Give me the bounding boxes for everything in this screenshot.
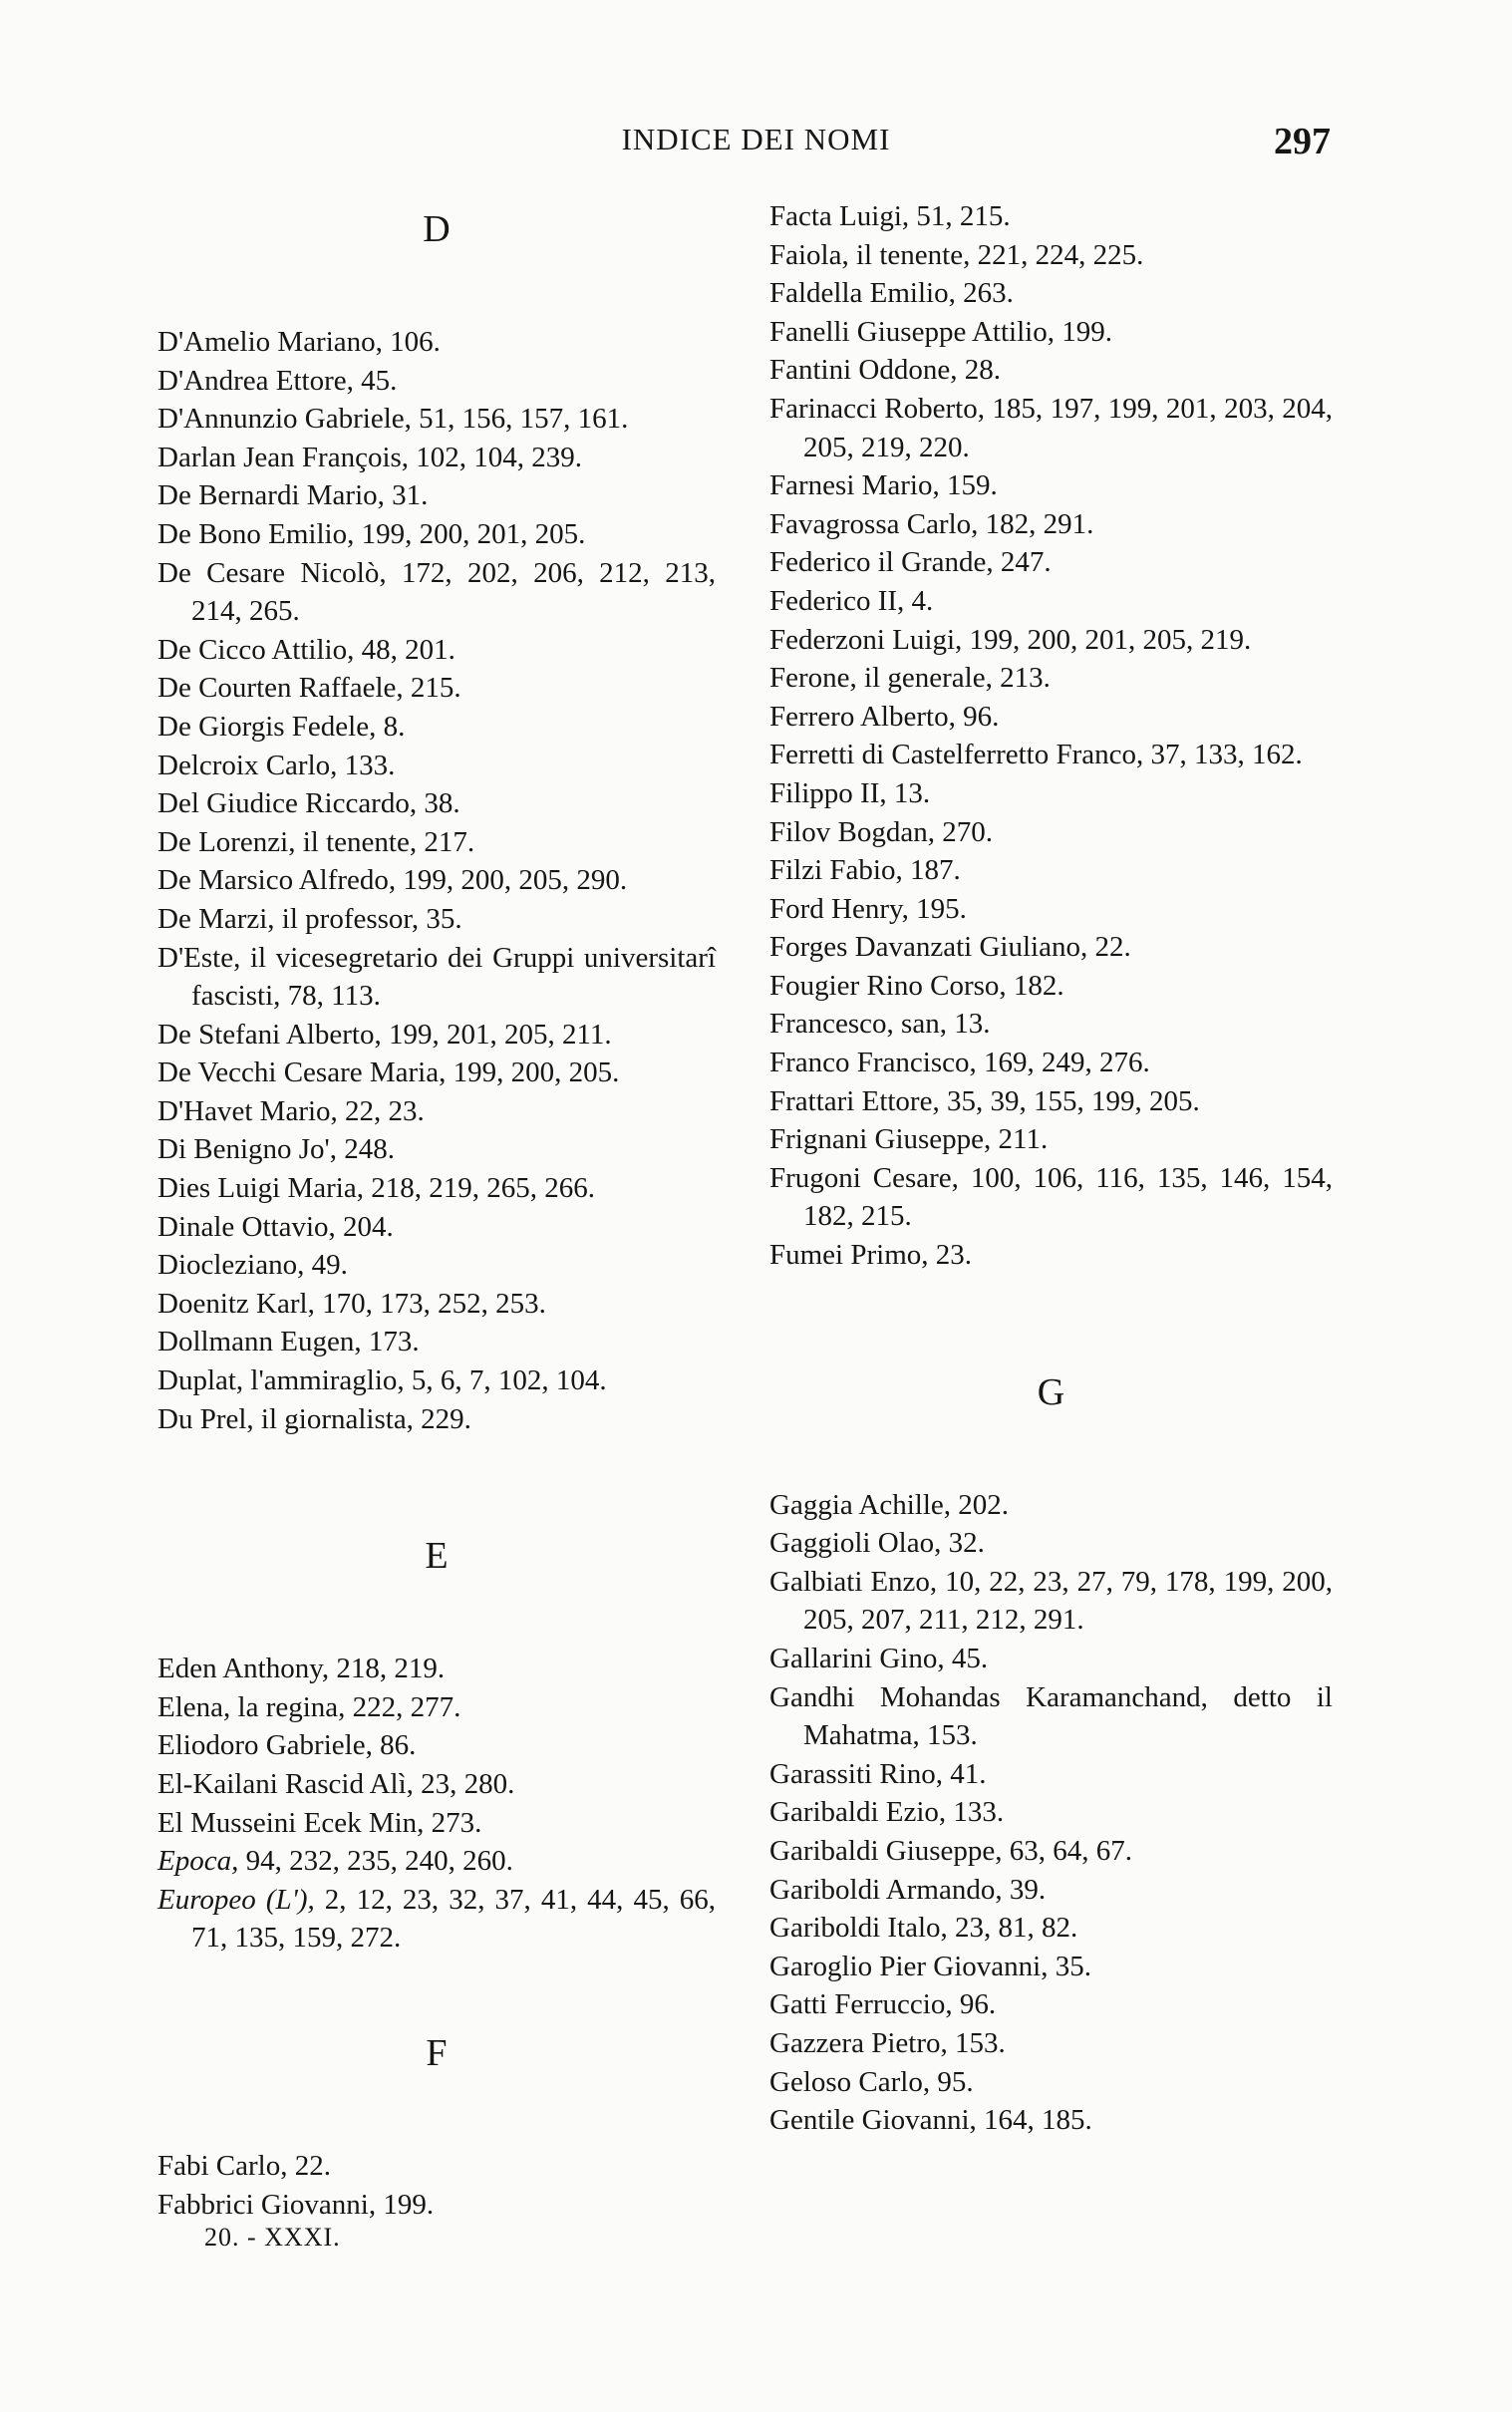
index-entry: Galbiati Enzo, 10, 22, 23, 27, 79, 178, 199, 200, 205, 207, 211, 212, 291. xyxy=(769,1565,1333,1637)
letter-heading-d: D xyxy=(423,208,451,250)
page-references: 2, 12, 23, 32, 37, 41, 44, 45, 66, 71, 135, 159, 272. xyxy=(191,1883,716,1955)
index-entry: Gentile Giovanni, 164, 185. xyxy=(769,2104,1092,2137)
index-entry: Gariboldi Armando, 39. xyxy=(769,1873,1047,1906)
index-entry: Garoglio Pier Giovanni, 35. xyxy=(769,1950,1091,1982)
letter-heading-f: F xyxy=(426,2031,448,2074)
right-column xyxy=(769,197,1333,2140)
index-entry: Gatti Ferruccio, 96. xyxy=(769,1988,997,2021)
index-entry: Gariboldi Italo, 23, 81, 82. xyxy=(769,1912,1078,1945)
index-entry: Ferrero Alberto, 96. xyxy=(769,700,1000,733)
index-entry: Faldella Emilio, 263. xyxy=(769,277,1014,310)
index-entry: De Giorgis Fedele, 8. xyxy=(157,710,406,743)
index-entry: De Courten Raffaele, 215. xyxy=(157,672,461,705)
index-entry: Frattari Ettore, 35, 39, 155, 199, 205. xyxy=(769,1084,1200,1117)
index-entry: Fantini Oddone, 28. xyxy=(769,354,1001,387)
index-entry: El-Kailani Rascid Alì, 23, 280. xyxy=(157,1768,515,1800)
left-column xyxy=(157,197,716,2224)
index-entry: Garibaldi Giuseppe, 63, 64, 67. xyxy=(769,1834,1133,1867)
index-entry: Elena, la regina, 222, 277. xyxy=(157,1690,461,1723)
page-number: 297 xyxy=(1274,121,1331,162)
index-entry: Franco Francisco, 169, 249, 276. xyxy=(769,1047,1150,1079)
index-entry: Ferretti di Castelferretto Franco, 37, 133, 162. xyxy=(769,739,1303,771)
printer-signature-mark: 20. - XXXI. xyxy=(204,2223,341,2252)
index-entry: De Lorenzi, il tenente, 217. xyxy=(157,825,475,858)
index-entry: El Musseini Ecek Min, 273. xyxy=(157,1806,482,1839)
index-entry: Filzi Fabio, 187. xyxy=(769,854,961,887)
index-entry: Frignani Giuseppe, 211. xyxy=(769,1123,1049,1156)
index-entry: Filov Bogdan, 270. xyxy=(769,815,993,848)
index-entry: Garassiti Rino, 41. xyxy=(769,1757,987,1790)
index-entry: D'Andrea Ettore, 45. xyxy=(157,364,398,397)
index-entry xyxy=(157,1881,716,1958)
index-entry: Gaggioli Olao, 32. xyxy=(769,1527,985,1560)
index-section-g xyxy=(769,1486,1333,2140)
index-entry: Ferone, il generale, 213. xyxy=(769,662,1051,695)
index-entry: Garibaldi Ezio, 133. xyxy=(769,1796,1005,1829)
index-entry: Di Benigno Jo', 248. xyxy=(157,1133,396,1166)
index-entry: De Cesare Nicolò, 172, 202, 206, 212, 213, 214, 265. xyxy=(157,556,716,628)
index-section-f xyxy=(157,2147,716,2224)
index-entry: De Marzi, il professor, 35. xyxy=(157,902,462,935)
index-entry: De Bernardi Mario, 31. xyxy=(157,479,429,512)
index-entry: Du Prel, il giornalista, 229. xyxy=(157,1402,471,1435)
index-entry: Darlan Jean François, 102, 104, 239. xyxy=(157,441,583,473)
index-entry: Dies Luigi Maria, 218, 219, 265, 266. xyxy=(157,1172,595,1205)
index-entry: Dollmann Eugen, 173. xyxy=(157,1326,420,1358)
index-entry: Forges Davanzati Giuliano, 22. xyxy=(769,931,1131,964)
index-entry: Fougier Rino Corso, 182. xyxy=(769,969,1064,1002)
index-entry: Facta Luigi, 51, 215. xyxy=(769,200,1011,232)
index-entry: Farnesi Mario, 159. xyxy=(769,469,998,502)
index-entry: De Stefani Alberto, 199, 201, 205, 211. xyxy=(157,1018,612,1051)
index-section-d xyxy=(157,323,716,1438)
index-entry: Farinacci Roberto, 185, 197, 199, 201, 203, 204, 205, 219, 220. xyxy=(769,392,1333,463)
index-entry: Federico il Grande, 247. xyxy=(769,546,1052,579)
index-entry: Delcroix Carlo, 133. xyxy=(157,749,396,781)
index-entry: Filippo II, 13. xyxy=(769,776,931,809)
index-entry: De Cicco Attilio, 48, 201. xyxy=(157,633,455,666)
index-entry: Faiola, il tenente, 221, 224, 225. xyxy=(769,238,1144,271)
index-entry: D'Havet Mario, 22, 23. xyxy=(157,1094,425,1127)
running-title: INDICE DEI NOMI xyxy=(621,122,891,156)
index-entry: Eden Anthony, 218, 219. xyxy=(157,1653,446,1685)
index-entry: Federzoni Luigi, 199, 200, 201, 205, 219. xyxy=(769,623,1252,656)
index-entry: D'Este, il vicesegretario dei Gruppi universitarî fascisti, 78, 113. xyxy=(157,941,716,1013)
index-entry: Francesco, san, 13. xyxy=(769,1008,991,1041)
index-entry: Gaggia Achille, 202. xyxy=(769,1488,1010,1521)
index-entry: Favagrossa Carlo, 182, 291. xyxy=(769,507,1094,540)
letter-heading-e: E xyxy=(425,1535,449,1578)
index-entry: Fabi Carlo, 22. xyxy=(157,2149,331,2182)
index-entry: D'Amelio Mariano, 106. xyxy=(157,326,441,358)
index-entry xyxy=(157,1842,716,1881)
index-entry: Del Giudice Riccardo, 38. xyxy=(157,787,460,820)
index-entry: Federico II, 4. xyxy=(769,584,934,617)
index-entry: Geloso Carlo, 95. xyxy=(769,2065,974,2098)
page-references: 94, 232, 235, 240, 260. xyxy=(238,1845,513,1878)
index-entry: De Bono Emilio, 199, 200, 201, 205. xyxy=(157,517,586,550)
index-entry: D'Annunzio Gabriele, 51, 156, 157, 161. xyxy=(157,403,629,436)
index-section-e xyxy=(157,1650,716,1842)
publication-title: Europeo (L'), xyxy=(157,1883,315,1916)
index-entry: Gandhi Mohandas Karamanchand, detto il Mahatma, 153. xyxy=(769,1680,1333,1752)
index-entry: Duplat, l'ammiraglio, 5, 6, 7, 102, 104. xyxy=(157,1364,607,1397)
index-entry: Fabbrici Giovanni, 199. xyxy=(157,2188,435,2221)
index-entry: Frugoni Cesare, 100, 106, 116, 135, 146, 154, 182, 215. xyxy=(769,1161,1333,1233)
index-entry: Eliodoro Gabriele, 86. xyxy=(157,1729,417,1762)
index-section-f-continued xyxy=(769,197,1333,1275)
index-entry: De Vecchi Cesare Maria, 199, 200, 205. xyxy=(157,1056,620,1089)
index-entry: Gazzera Pietro, 153. xyxy=(769,2026,1006,2059)
index-entry: Diocleziano, 49. xyxy=(157,1249,348,1282)
index-entry: Ford Henry, 195. xyxy=(769,892,967,925)
publication-title: Epoca, xyxy=(157,1845,239,1878)
letter-heading-g: G xyxy=(1037,1370,1065,1413)
index-entry: Dinale Ottavio, 204. xyxy=(157,1210,394,1243)
index-entry: Doenitz Karl, 170, 173, 252, 253. xyxy=(157,1287,546,1320)
index-entry: Fanelli Giuseppe Attilio, 199. xyxy=(769,315,1112,348)
index-entry: Gallarini Gino, 45. xyxy=(769,1643,989,1674)
index-entry: De Marsico Alfredo, 199, 200, 205, 290. xyxy=(157,864,628,897)
index-entry: Fumei Primo, 23. xyxy=(769,1239,973,1272)
